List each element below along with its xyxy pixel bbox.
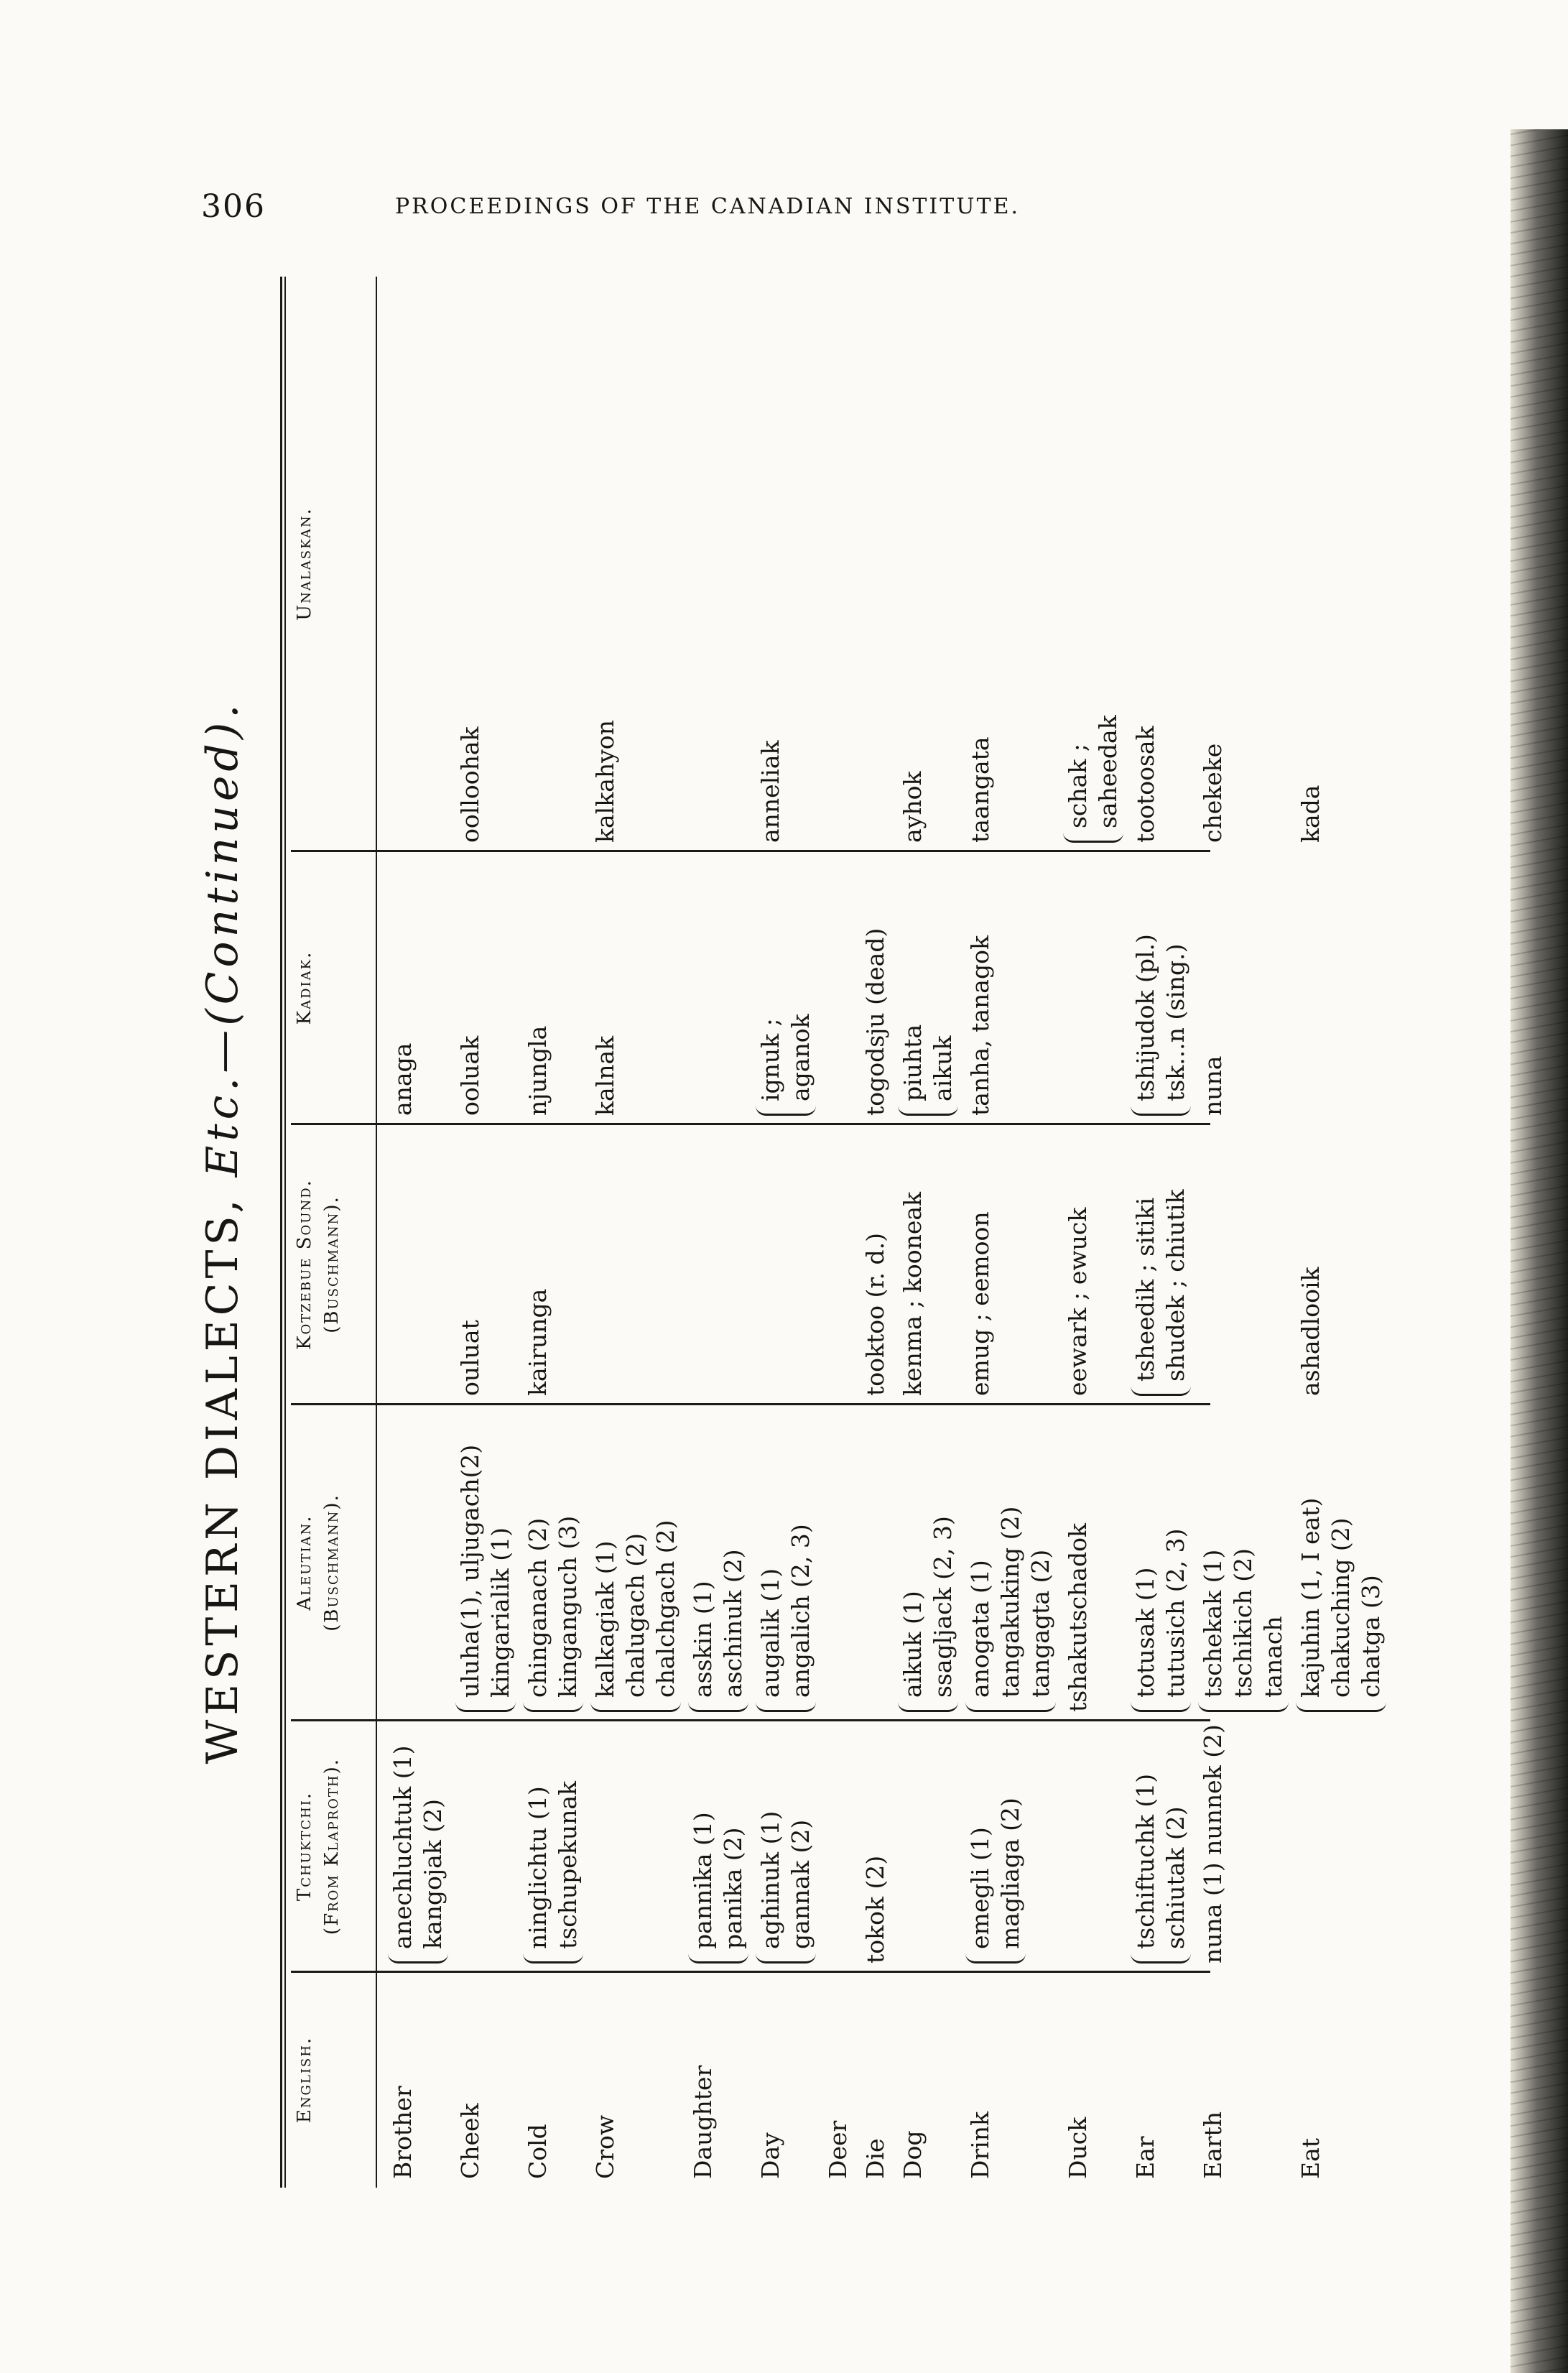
english-word: Crow bbox=[591, 2114, 619, 2179]
word-form: ouluat bbox=[456, 1320, 484, 1396]
word-form: gannak (2) bbox=[787, 1819, 815, 1949]
table-row bbox=[388, 277, 448, 2188]
column-header-kadiak bbox=[291, 851, 370, 1124]
cell-kadiak bbox=[590, 851, 621, 1124]
english-word: Dog bbox=[899, 2130, 927, 2179]
word-form: tsk...n (sing.) bbox=[1161, 943, 1189, 1101]
english-word: Daughter bbox=[689, 2065, 717, 2179]
brace bbox=[1131, 1702, 1191, 1712]
word-form: chinganach (2) bbox=[524, 1517, 552, 1698]
word-form: kada bbox=[1296, 785, 1325, 843]
column-header-source: (Buschmann). bbox=[321, 1494, 343, 1632]
word-form: uluha(1), uljugach(2) bbox=[456, 1444, 484, 1698]
column-header-name: Aleutian. bbox=[294, 1514, 315, 1611]
english-word: Die bbox=[861, 2138, 889, 2179]
word-form: schiutak (2) bbox=[1161, 1806, 1189, 1949]
cell-english bbox=[860, 1972, 891, 2188]
table-title bbox=[183, 277, 269, 2188]
brace bbox=[965, 1953, 1026, 1963]
word-form: ashadlooik bbox=[1296, 1267, 1325, 1396]
rotated-table bbox=[183, 277, 1385, 2188]
table-row bbox=[1063, 277, 1123, 2188]
word-form: angalich (2, 3) bbox=[787, 1524, 815, 1698]
table-row bbox=[1131, 277, 1191, 2188]
cell-kadiak bbox=[523, 851, 553, 1124]
brace bbox=[1063, 833, 1123, 843]
cell-aleutian bbox=[1063, 1405, 1093, 1721]
cell-kotzebue bbox=[898, 1124, 928, 1405]
word-form: anaga bbox=[389, 1042, 417, 1116]
brace bbox=[1131, 1953, 1191, 1963]
word-form: eewark ; ewuck bbox=[1064, 1207, 1092, 1396]
column-header-name: Kadiak. bbox=[294, 950, 315, 1025]
word-form: ooluak bbox=[456, 1035, 484, 1116]
word-form: tsheedik ; sitiki bbox=[1131, 1197, 1159, 1382]
word-form: tschiftuchk (1) bbox=[1131, 1773, 1159, 1949]
word-form: ignuk ; bbox=[756, 1018, 784, 1101]
cell-unalaskan bbox=[898, 277, 928, 851]
cell-aleutian bbox=[1198, 1405, 1289, 1721]
english-word: Ear bbox=[1131, 2136, 1159, 2179]
table-row bbox=[523, 277, 583, 2188]
word-form: kalnak bbox=[591, 1035, 619, 1116]
cell-unalaskan bbox=[756, 277, 786, 851]
brace bbox=[756, 1953, 816, 1963]
word-form: tangakuking (2) bbox=[996, 1506, 1024, 1698]
column-header-english bbox=[291, 1972, 370, 2188]
cell-tchuktchi bbox=[523, 1721, 583, 1972]
cell-aleutian bbox=[523, 1405, 583, 1721]
cell-aleutian bbox=[455, 1405, 516, 1721]
cell-tchuktchi bbox=[965, 1721, 1026, 1972]
table-row bbox=[1198, 277, 1289, 2188]
word-form: ninglichtu (1) bbox=[524, 1786, 552, 1949]
top-rule bbox=[280, 277, 282, 2188]
word-form: piuhta bbox=[899, 1024, 927, 1101]
table-row bbox=[688, 277, 748, 2188]
cell-unalaskan bbox=[965, 277, 996, 851]
cell-unalaskan bbox=[1063, 277, 1123, 851]
word-form: kairunga bbox=[524, 1288, 552, 1396]
column-header-source: (Buschmann). bbox=[321, 1195, 343, 1333]
word-form: taangata bbox=[966, 736, 994, 843]
cell-aleutian bbox=[898, 1405, 958, 1721]
column-header-aleutian bbox=[291, 1405, 370, 1721]
cell-english bbox=[388, 1972, 418, 2188]
cell-unalaskan bbox=[590, 277, 621, 851]
cell-kotzebue bbox=[1131, 1124, 1191, 1405]
english-word: Earth bbox=[1199, 2111, 1227, 2179]
cell-tchuktchi bbox=[756, 1721, 816, 1972]
word-form: togodsju (dead) bbox=[861, 928, 889, 1116]
cell-tchuktchi bbox=[388, 1721, 448, 1972]
word-form: kenma ; kooneak bbox=[899, 1191, 927, 1396]
word-form: schak ; bbox=[1064, 744, 1092, 828]
column-header-unalaskan bbox=[291, 277, 370, 851]
brace bbox=[1198, 1702, 1289, 1712]
column-header-tchuktchi bbox=[291, 1721, 370, 1972]
english-word: Deer bbox=[824, 2120, 852, 2179]
word-form: tokok (2) bbox=[861, 1855, 889, 1963]
cell-tchuktchi bbox=[1131, 1721, 1191, 1972]
word-form: tutusich (2, 3) bbox=[1161, 1528, 1189, 1698]
cell-aleutian bbox=[1131, 1405, 1191, 1721]
cell-kotzebue bbox=[523, 1124, 553, 1405]
word-form: chakuching (2) bbox=[1327, 1517, 1355, 1698]
table-row bbox=[455, 277, 516, 2188]
cell-aleutian bbox=[756, 1405, 816, 1721]
word-form: njungla bbox=[524, 1025, 552, 1116]
brace bbox=[965, 1702, 1056, 1712]
cell-kadiak bbox=[860, 851, 891, 1124]
column-header-source: (From Klaproth). bbox=[321, 1757, 343, 1935]
cell-tchuktchi bbox=[860, 1721, 891, 1972]
word-form: tschupekunak bbox=[554, 1780, 582, 1949]
word-form: kalkagiak (1) bbox=[591, 1540, 619, 1698]
page-header bbox=[201, 188, 1243, 231]
book-edge bbox=[1511, 129, 1568, 2373]
word-form: tootoosak bbox=[1131, 726, 1159, 843]
word-form: emegli (1) bbox=[966, 1827, 994, 1949]
word-form: chalugach (2) bbox=[621, 1533, 649, 1698]
brace bbox=[1296, 1702, 1386, 1712]
word-form: oolloohak bbox=[456, 726, 484, 843]
word-form: kinganguch (3) bbox=[554, 1515, 582, 1698]
cell-english bbox=[1131, 1972, 1161, 2188]
cell-unalaskan bbox=[1198, 277, 1228, 851]
word-form: augalik (1) bbox=[756, 1568, 784, 1698]
brace bbox=[388, 1953, 448, 1963]
cell-kotzebue bbox=[455, 1124, 486, 1405]
cell-english bbox=[1198, 1972, 1228, 2188]
cell-english bbox=[1063, 1972, 1093, 2188]
english-word: Brother bbox=[389, 2086, 417, 2179]
word-form: asskin (1) bbox=[689, 1581, 717, 1698]
word-form: tshakutschadok bbox=[1064, 1523, 1092, 1712]
word-form: kingarialik (1) bbox=[486, 1527, 514, 1698]
brace bbox=[523, 1702, 583, 1712]
cell-english bbox=[756, 1972, 786, 2188]
word-form: aganok bbox=[787, 1014, 815, 1101]
table-row bbox=[756, 277, 816, 2188]
word-form: emug ; eemoon bbox=[966, 1211, 994, 1396]
cell-english bbox=[455, 1972, 486, 2188]
header-rule bbox=[376, 277, 377, 2188]
column-header-name: Tchuktchi. bbox=[294, 1791, 315, 1902]
cell-tchuktchi bbox=[688, 1721, 748, 1972]
cell-kotzebue bbox=[965, 1124, 996, 1405]
word-form: panika (2) bbox=[719, 1827, 747, 1949]
cell-aleutian bbox=[590, 1405, 681, 1721]
cell-kadiak bbox=[455, 851, 486, 1124]
word-form: nuna bbox=[1199, 1055, 1227, 1116]
cell-aleutian bbox=[1296, 1405, 1386, 1721]
brace bbox=[455, 1702, 516, 1712]
brace bbox=[756, 1702, 816, 1712]
column-header-kotzebue bbox=[291, 1124, 370, 1405]
cell-aleutian bbox=[965, 1405, 1056, 1721]
column-header-name: English. bbox=[294, 2036, 315, 2124]
word-form: tangagta (2) bbox=[1026, 1549, 1054, 1698]
word-form: pannika (1) bbox=[689, 1812, 717, 1949]
table-title-main: WESTERN DIALECTS, bbox=[198, 1177, 248, 1764]
cell-english bbox=[823, 1972, 853, 2188]
word-form: nuna (1) nunnek (2) bbox=[1199, 1724, 1227, 1963]
word-form: saheedak bbox=[1094, 715, 1122, 828]
word-form: ayhok bbox=[899, 771, 927, 843]
cell-kadiak bbox=[1131, 851, 1191, 1124]
cell-english bbox=[590, 1972, 621, 2188]
word-form: shudek ; chiutik bbox=[1161, 1189, 1189, 1382]
word-form: ssagljack (2, 3) bbox=[929, 1516, 957, 1698]
brace bbox=[1131, 1106, 1191, 1116]
cell-kadiak bbox=[388, 851, 418, 1124]
brace bbox=[1131, 1386, 1191, 1396]
brace bbox=[756, 1106, 816, 1116]
table-row bbox=[965, 277, 1056, 2188]
english-word: Duck bbox=[1064, 2117, 1092, 2179]
brace bbox=[688, 1953, 748, 1963]
english-word: Drink bbox=[966, 2111, 994, 2179]
brace bbox=[523, 1953, 583, 1963]
word-form: aikuk bbox=[929, 1035, 957, 1101]
cell-english bbox=[523, 1972, 553, 2188]
cell-kadiak bbox=[1198, 851, 1228, 1124]
word-form: kajuhin (1, I eat) bbox=[1296, 1497, 1325, 1698]
cell-kadiak bbox=[898, 851, 958, 1124]
english-word: Cheek bbox=[456, 2103, 484, 2179]
running-head: PROCEEDINGS OF THE CANADIAN INSTITUTE. bbox=[395, 194, 1021, 219]
top-rule-thin bbox=[284, 277, 286, 2188]
word-form: anneliak bbox=[756, 740, 784, 843]
brace bbox=[688, 1702, 748, 1712]
word-form: tanach bbox=[1259, 1616, 1287, 1698]
table-row bbox=[898, 277, 958, 2188]
word-form: tanha, tanagok bbox=[966, 935, 994, 1116]
word-form: chekeke bbox=[1199, 743, 1227, 843]
word-form: aikuk (1) bbox=[899, 1591, 927, 1698]
table-row bbox=[860, 277, 891, 2188]
table-row bbox=[590, 277, 681, 2188]
column-header-name: Kotzebue Sound. bbox=[294, 1179, 315, 1350]
word-form: aghinuk (1) bbox=[756, 1810, 784, 1949]
word-form: aschinuk (2) bbox=[719, 1549, 747, 1698]
english-word: Eat bbox=[1296, 2137, 1325, 2179]
cell-unalaskan bbox=[1296, 277, 1326, 851]
word-form: tschekak (1) bbox=[1199, 1549, 1227, 1698]
cell-unalaskan bbox=[455, 277, 486, 851]
word-form: totusak (1) bbox=[1131, 1567, 1159, 1698]
cell-kotzebue bbox=[1296, 1124, 1326, 1405]
cell-kotzebue bbox=[1063, 1124, 1093, 1405]
english-word: Cold bbox=[524, 2124, 552, 2179]
word-form: chatga (3) bbox=[1357, 1575, 1385, 1698]
cell-english bbox=[688, 1972, 718, 2188]
cell-tchuktchi bbox=[1198, 1721, 1228, 1972]
brace bbox=[590, 1702, 681, 1712]
table-row bbox=[823, 277, 853, 2188]
english-word: Day bbox=[756, 2132, 784, 2179]
page-number: 306 bbox=[201, 188, 266, 225]
cell-english bbox=[1296, 1972, 1326, 2188]
table-row bbox=[1296, 277, 1386, 2188]
table-title-continued: Etc.—(Continued). bbox=[198, 700, 248, 1178]
cell-unalaskan bbox=[1131, 277, 1161, 851]
word-form: tshijudok (pl.) bbox=[1131, 934, 1159, 1101]
cell-english bbox=[965, 1972, 996, 2188]
word-form: tschikich (2) bbox=[1229, 1548, 1257, 1698]
word-form: magliaga (2) bbox=[996, 1798, 1024, 1949]
brace bbox=[898, 1106, 958, 1116]
word-form: tooktoo (r. d.) bbox=[861, 1233, 889, 1396]
cell-english bbox=[898, 1972, 928, 2188]
column-header-name: Unalaskan. bbox=[294, 507, 315, 621]
cell-kotzebue bbox=[860, 1124, 891, 1405]
brace bbox=[898, 1702, 958, 1712]
word-form: anogata (1) bbox=[966, 1560, 994, 1698]
cell-kadiak bbox=[756, 851, 816, 1124]
cell-aleutian bbox=[688, 1405, 748, 1721]
word-form: kalkahyon bbox=[591, 720, 619, 843]
cell-kadiak bbox=[965, 851, 996, 1124]
word-form: kangojak (2) bbox=[419, 1798, 447, 1949]
word-form: chalchgach (2) bbox=[651, 1519, 679, 1698]
word-form: anechluchtuk (1) bbox=[389, 1745, 417, 1949]
